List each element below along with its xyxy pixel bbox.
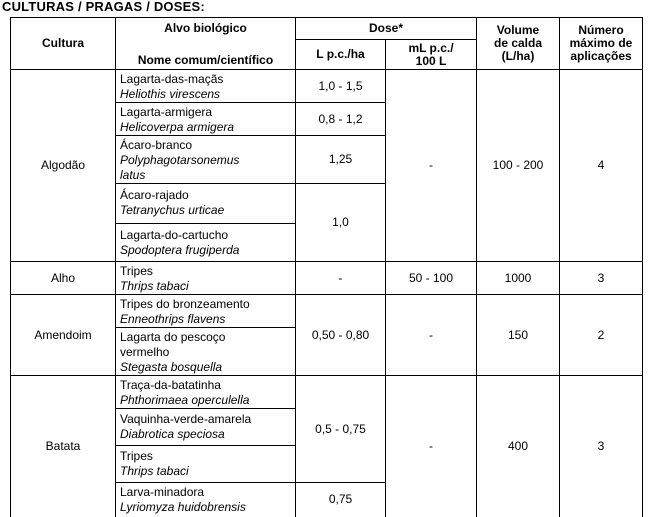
- header-numero-max: Número máximo de aplicações: [560, 18, 643, 70]
- dose-ml-100l: 50 - 100: [386, 262, 477, 295]
- crop-pest-dose-table: [10, 17, 643, 517]
- pest-cell: Tripes Thrips tabaci: [116, 262, 296, 295]
- pest-cell: Lagarta do pescoço vermelho Stegasta bosquella: [116, 328, 296, 376]
- volume-calda: 100 - 200: [477, 70, 560, 262]
- dose-l-ha: 1,25: [296, 136, 386, 184]
- pest-cell: Ácaro-rajado Tetranychus urticae: [116, 184, 296, 224]
- dose-ml-100l: -: [386, 70, 477, 262]
- max-aplicacoes: 4: [560, 70, 643, 262]
- dose-l-ha: 0,50 - 0,80: [296, 295, 386, 376]
- dose-ml-100l: -: [386, 376, 477, 517]
- max-aplicacoes: 2: [560, 295, 643, 376]
- header-cultura: Cultura: [11, 18, 116, 70]
- max-aplicacoes: 3: [560, 376, 643, 517]
- header-ml-pc-100l: mL p.c./ 100 L: [386, 40, 477, 70]
- volume-calda: 150: [477, 295, 560, 376]
- header-dose: Dose*: [296, 18, 477, 40]
- dose-l-ha: 1,0: [296, 184, 386, 262]
- volume-calda: 400: [477, 376, 560, 517]
- dose-l-ha: 0,75: [296, 483, 386, 517]
- pest-cell: Tripes do bronzeamento Enneothrips flavens: [116, 295, 296, 328]
- header-volume: Volume de calda (L/ha): [477, 18, 560, 70]
- dose-l-ha: 0,5 - 0,75: [296, 376, 386, 483]
- crop-amendoim: Amendoim: [11, 295, 116, 376]
- pest-cell: Lagarta-do-cartucho Spodoptera frugiperda: [116, 224, 296, 262]
- pest-cell: Lagarta-armigera Helicoverpa armigera: [116, 103, 296, 136]
- volume-calda: 1000: [477, 262, 560, 295]
- max-aplicacoes: 3: [560, 262, 643, 295]
- pest-cell: Vaquinha-verde-amarela Diabrotica speciosa: [116, 409, 296, 446]
- crop-batata: Batata: [11, 376, 116, 517]
- pest-cell: Ácaro-branco Polyphagotarsonemus latus: [116, 136, 296, 184]
- dose-l-ha: -: [296, 262, 386, 295]
- pest-cell: Tripes Thrips tabaci: [116, 446, 296, 483]
- pest-cell: Traça-da-batatinha Phthorimaea operculella: [116, 376, 296, 409]
- crop-algodao: Algodão: [11, 70, 116, 262]
- dose-l-ha: 1,0 - 1,5: [296, 70, 386, 103]
- pest-cell: Larva-minadora Lyriomyza huidobrensis: [116, 483, 296, 517]
- crop-alho: Alho: [11, 262, 116, 295]
- header-alvo-biologico: Alvo biológico: [116, 18, 296, 40]
- section-heading: CULTURAS / PRAGAS / DOSES:: [2, 0, 205, 14]
- dose-l-ha: 0,8 - 1,2: [296, 103, 386, 136]
- header-l-pc-ha: L p.c./ha: [296, 40, 386, 70]
- dose-ml-100l: -: [386, 295, 477, 376]
- pest-cell: Lagarta-das-maçãs Heliothis virescens: [116, 70, 296, 103]
- header-nome-comum: Nome comum/científico: [116, 40, 296, 70]
